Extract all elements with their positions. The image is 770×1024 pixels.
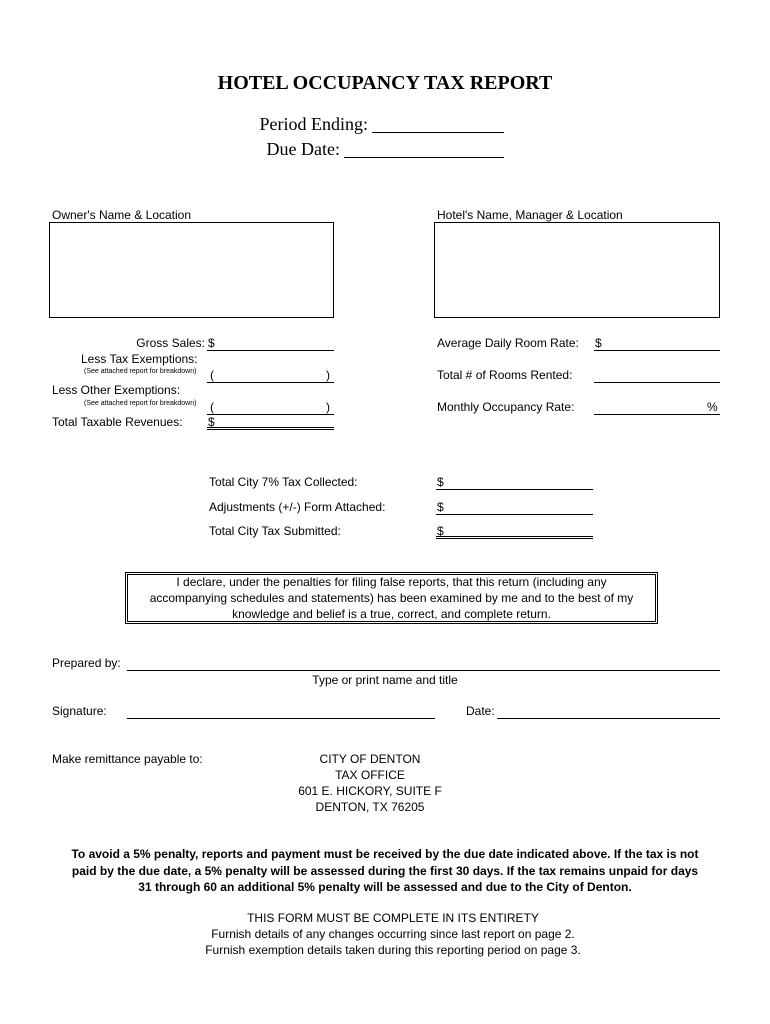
type-print-label: Type or print name and title (312, 673, 458, 687)
tax-exemptions-paren-open: ( (210, 368, 214, 382)
prepared-by-field[interactable] (127, 670, 720, 671)
remittance-line-1: CITY OF DENTON (319, 752, 421, 766)
occupancy-rate-label: Monthly Occupancy Rate: (437, 400, 575, 414)
rooms-rented-field[interactable] (594, 382, 720, 383)
owner-box[interactable] (49, 222, 334, 318)
date-label: Date: (466, 704, 495, 718)
see-attached-note-2: (See attached report for breakdown) (84, 400, 197, 407)
declaration-line-2: accompanying schedules and statements) has been examined by me and to the best of my (149, 591, 634, 605)
remittance-line-4: DENTON, TX 76205 (315, 800, 425, 814)
occupancy-rate-field[interactable] (594, 414, 720, 415)
total-taxable-dollar: $ (208, 415, 215, 429)
see-attached-note-1: (See attached report for breakdown) (84, 368, 197, 375)
gross-sales-label: Gross Sales: (136, 336, 205, 350)
less-other-exemptions-label: Less Other Exemptions: (52, 383, 181, 397)
hotel-box[interactable] (434, 222, 720, 318)
page-title: HOTEL OCCUPANCY TAX REPORT (217, 72, 553, 94)
prepared-by-label: Prepared by: (52, 656, 121, 670)
penalty-line-1: To avoid a 5% penalty, reports and payment must be received by the due date indicated above. If the tax is not (71, 847, 699, 861)
occupancy-percent: % (707, 400, 718, 414)
tax-submitted-field[interactable] (436, 536, 593, 539)
gross-sales-field[interactable] (207, 350, 334, 351)
tax-collected-dollar: $ (437, 475, 444, 489)
remittance-label: Make remittance payable to: (52, 752, 203, 766)
total-taxable-label: Total Taxable Revenues: (52, 415, 183, 429)
adjustments-field[interactable] (436, 514, 593, 515)
tax-exemptions-field[interactable] (207, 382, 334, 383)
less-tax-exemptions-label: Less Tax Exemptions: (81, 352, 198, 366)
adjustments-label: Adjustments (+/-) Form Attached: (209, 500, 386, 514)
total-taxable-field[interactable] (207, 427, 334, 430)
other-exemptions-paren-open: ( (210, 400, 214, 414)
avg-room-rate-label: Average Daily Room Rate: (437, 336, 579, 350)
signature-field[interactable] (127, 718, 435, 719)
tax-submitted-dollar: $ (437, 524, 444, 538)
period-ending-field[interactable] (372, 132, 504, 133)
declaration-line-1: I declare, under the penalties for filing false reports, that this return (including any (176, 575, 607, 589)
tax-collected-label: Total City 7% Tax Collected: (209, 475, 358, 489)
footer-line-3: Furnish exemption details taken during this reporting period on page 3. (205, 943, 581, 957)
hotel-label: Hotel's Name, Manager & Location (437, 208, 623, 222)
penalty-line-2: paid by the due date, a 5% penalty will be assessed during the first 30 days. If the tax remains unpaid for days (71, 864, 699, 878)
tax-submitted-label: Total City Tax Submitted: (209, 524, 341, 538)
tax-exemptions-paren-close: ) (326, 368, 330, 382)
adjustments-dollar: $ (437, 500, 444, 514)
other-exemptions-paren-close: ) (326, 400, 330, 414)
penalty-line-3: 31 through 60 an additional 5% penalty will be assessed and due to the City of Denton. (138, 880, 632, 894)
avg-room-rate-field[interactable] (594, 350, 720, 351)
footer-line-2: Furnish details of any changes occurring since last report on page 2. (211, 927, 575, 941)
due-date-label: Due Date: (266, 139, 340, 159)
signature-label: Signature: (52, 704, 107, 718)
other-exemptions-field[interactable] (207, 414, 334, 415)
declaration-line-3: knowledge and belief is a true, correct, and complete return. (232, 607, 551, 621)
remittance-line-2: TAX OFFICE (335, 768, 405, 782)
date-field[interactable] (497, 718, 720, 719)
avg-room-rate-dollar: $ (595, 336, 602, 350)
owner-label: Owner's Name & Location (52, 208, 192, 222)
rooms-rented-label: Total # of Rooms Rented: (437, 368, 573, 382)
remittance-line-3: 601 E. HICKORY, SUITE F (298, 784, 442, 798)
due-date-field[interactable] (344, 157, 504, 158)
tax-collected-field[interactable] (436, 489, 593, 490)
footer-line-1: THIS FORM MUST BE COMPLETE IN ITS ENTIRETY (247, 911, 539, 925)
period-ending-label: Period Ending: (259, 114, 368, 134)
gross-sales-dollar: $ (208, 336, 215, 350)
